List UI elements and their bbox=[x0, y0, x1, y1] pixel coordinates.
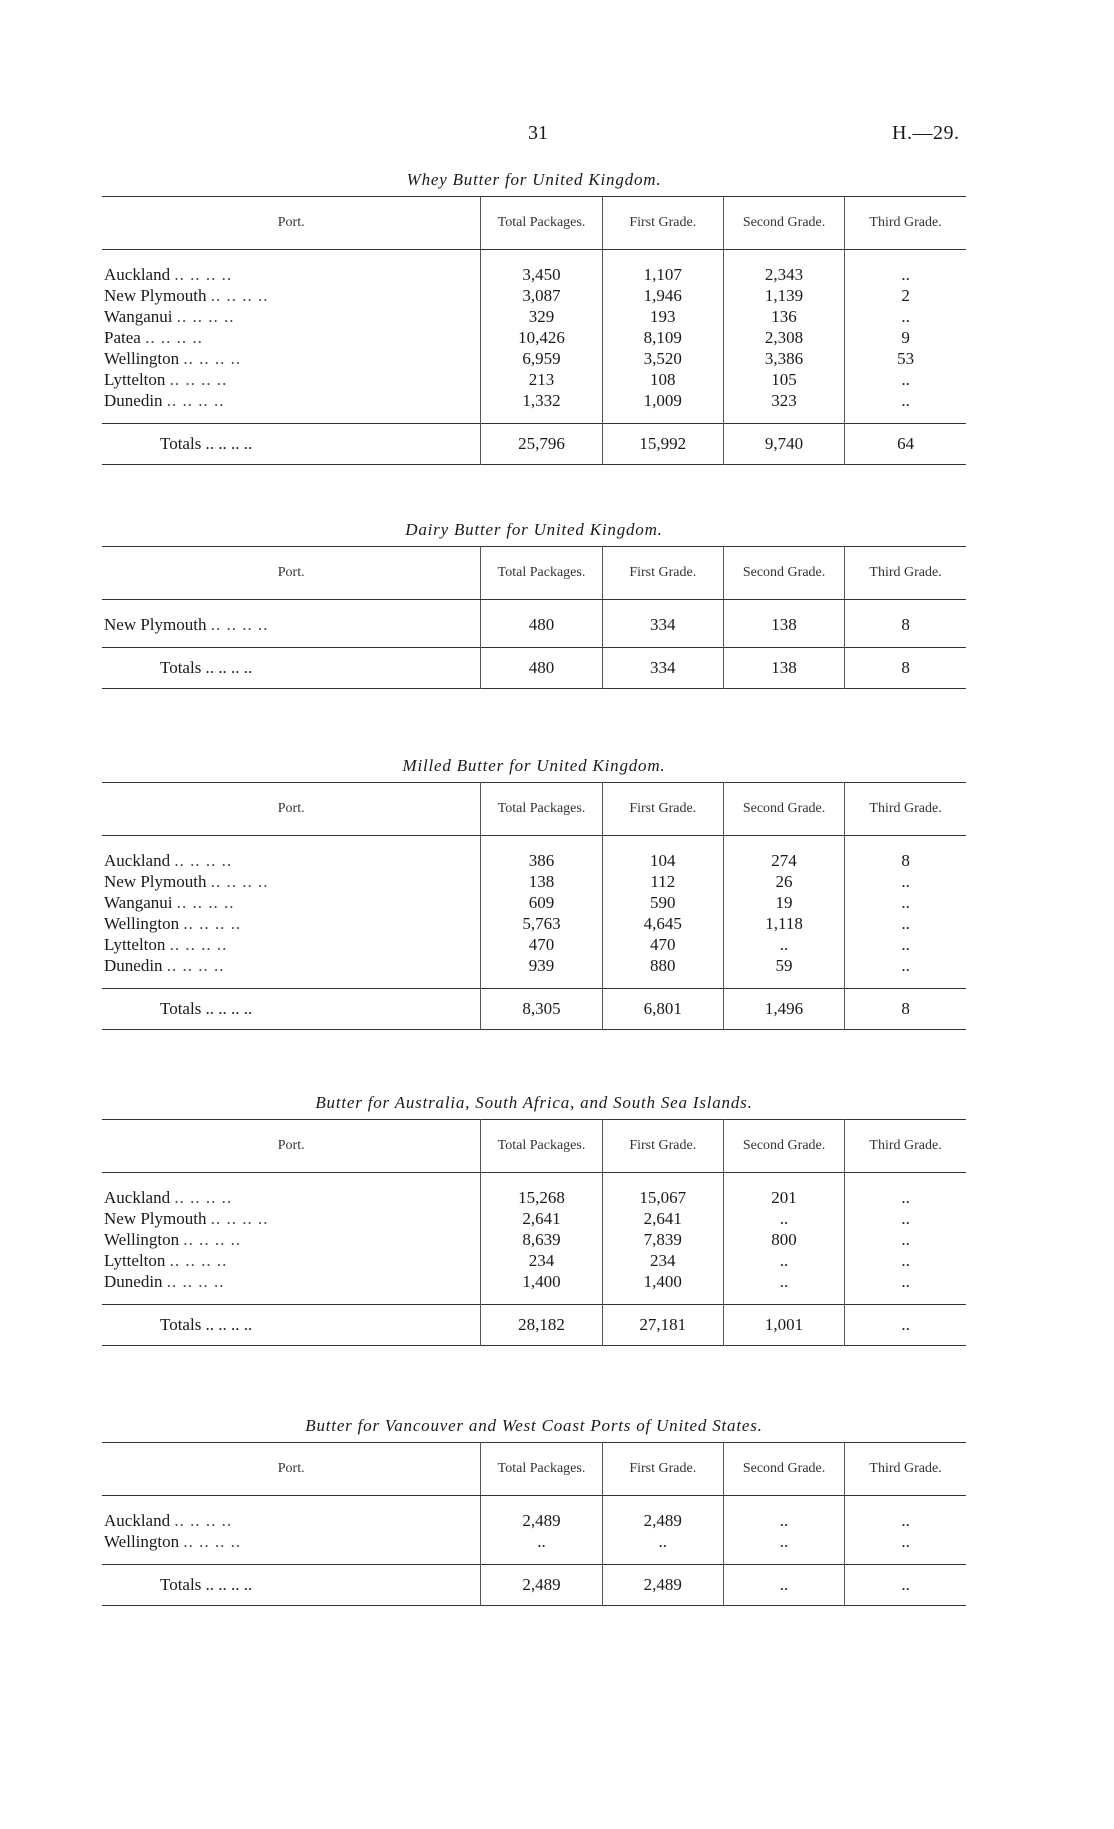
port-name: Dunedin bbox=[104, 1272, 167, 1291]
totals-label: Totals .. .. .. .. bbox=[102, 648, 481, 689]
first-cell: 1,009 bbox=[602, 390, 723, 411]
spacer-row bbox=[102, 635, 966, 648]
third-cell: 8 bbox=[845, 850, 966, 871]
third-cell: .. bbox=[845, 1271, 966, 1292]
total-cell: 138 bbox=[481, 871, 602, 892]
port-cell bbox=[102, 264, 481, 285]
header-row bbox=[102, 197, 966, 250]
port-cell bbox=[102, 614, 481, 635]
port-cell bbox=[102, 1271, 481, 1292]
port-name: New Plymouth bbox=[104, 286, 211, 305]
dot-leader: .. .. .. .. bbox=[176, 893, 235, 912]
first-cell: 15,067 bbox=[602, 1187, 723, 1208]
first-cell: .. bbox=[602, 1531, 723, 1552]
third-cell: .. bbox=[845, 934, 966, 955]
table-row bbox=[102, 850, 966, 871]
first-cell: 193 bbox=[602, 306, 723, 327]
first-cell: 4,645 bbox=[602, 913, 723, 934]
totals-total-cell: 2,489 bbox=[481, 1565, 602, 1606]
total-cell: 329 bbox=[481, 306, 602, 327]
table-caption: Whey Butter for United Kingdom. bbox=[406, 170, 662, 189]
port-cell bbox=[102, 1510, 481, 1531]
table-caption: Butter for Vancouver and West Coast Ports of United States. bbox=[305, 1416, 763, 1435]
second-grade-header: Second Grade. bbox=[723, 783, 844, 836]
butter-table bbox=[102, 196, 966, 465]
second-cell: 136 bbox=[723, 306, 844, 327]
totals-second-cell: .. bbox=[723, 1565, 844, 1606]
first-cell: 334 bbox=[602, 614, 723, 635]
second-cell: .. bbox=[723, 1208, 844, 1229]
port-name: New Plymouth bbox=[104, 1209, 211, 1228]
total-cell: 2,489 bbox=[481, 1510, 602, 1531]
first-cell: 880 bbox=[602, 955, 723, 976]
total-cell: 8,639 bbox=[481, 1229, 602, 1250]
totals-first-cell: 334 bbox=[602, 648, 723, 689]
spacer-row bbox=[102, 1292, 966, 1305]
second-grade-header: Second Grade. bbox=[723, 547, 844, 600]
butter-table bbox=[102, 1442, 966, 1606]
dot-leader: .. .. .. .. bbox=[183, 1230, 242, 1249]
port-name: New Plymouth bbox=[104, 615, 211, 634]
dot-leader: .. .. .. .. bbox=[210, 1209, 269, 1228]
dot-leader: .. .. .. .. bbox=[174, 265, 233, 284]
first-grade-header: First Grade. bbox=[602, 197, 723, 250]
table-row bbox=[102, 934, 966, 955]
third-cell: .. bbox=[845, 306, 966, 327]
third-cell: .. bbox=[845, 871, 966, 892]
second-grade-header: Second Grade. bbox=[723, 1120, 844, 1173]
first-cell: 8,109 bbox=[602, 327, 723, 348]
totals-third-cell: 8 bbox=[845, 989, 966, 1030]
port-name: Wellington bbox=[104, 349, 184, 368]
second-cell: 2,308 bbox=[723, 327, 844, 348]
port-header: Port. bbox=[102, 1443, 481, 1496]
second-cell: 274 bbox=[723, 850, 844, 871]
second-cell: 1,118 bbox=[723, 913, 844, 934]
third-cell: .. bbox=[845, 369, 966, 390]
total-cell: 10,426 bbox=[481, 327, 602, 348]
total-cell: 234 bbox=[481, 1250, 602, 1271]
port-name: Wellington bbox=[104, 1532, 184, 1551]
second-cell: .. bbox=[723, 1510, 844, 1531]
total-cell: 386 bbox=[481, 850, 602, 871]
port-name: Auckland bbox=[104, 1511, 175, 1530]
table-row bbox=[102, 1510, 966, 1531]
port-name: Dunedin bbox=[104, 956, 167, 975]
port-cell bbox=[102, 390, 481, 411]
totals-third-cell: .. bbox=[845, 1305, 966, 1346]
spacer-row bbox=[102, 1552, 966, 1565]
totals-total-cell: 28,182 bbox=[481, 1305, 602, 1346]
spacer-row bbox=[102, 836, 966, 851]
dot-leader: .. .. .. .. bbox=[166, 1272, 225, 1291]
port-header: Port. bbox=[102, 197, 481, 250]
port-cell bbox=[102, 934, 481, 955]
first-cell: 104 bbox=[602, 850, 723, 871]
header-row bbox=[102, 1443, 966, 1496]
first-cell: 1,107 bbox=[602, 264, 723, 285]
third-cell: .. bbox=[845, 955, 966, 976]
totals-label: Totals .. .. .. .. bbox=[102, 424, 481, 465]
table-row bbox=[102, 1271, 966, 1292]
total-cell: 5,763 bbox=[481, 913, 602, 934]
port-cell bbox=[102, 369, 481, 390]
third-cell: .. bbox=[845, 892, 966, 913]
third-grade-header: Third Grade. bbox=[845, 197, 966, 250]
first-cell: 470 bbox=[602, 934, 723, 955]
second-cell: .. bbox=[723, 1531, 844, 1552]
totals-total-cell: 25,796 bbox=[481, 424, 602, 465]
totals-row bbox=[102, 424, 966, 465]
table-row bbox=[102, 1531, 966, 1552]
dot-leader: .. .. .. .. bbox=[169, 370, 228, 389]
port-name: Auckland bbox=[104, 265, 175, 284]
total-packages-header: Total Packages. bbox=[481, 197, 602, 250]
second-cell: 26 bbox=[723, 871, 844, 892]
butter-table bbox=[102, 546, 966, 689]
totals-row bbox=[102, 1305, 966, 1346]
third-grade-header: Third Grade. bbox=[845, 547, 966, 600]
totals-row bbox=[102, 989, 966, 1030]
first-cell: 112 bbox=[602, 871, 723, 892]
third-cell: .. bbox=[845, 390, 966, 411]
table-caption: Dairy Butter for United Kingdom. bbox=[405, 520, 663, 539]
table-row bbox=[102, 913, 966, 934]
port-cell bbox=[102, 892, 481, 913]
header-row bbox=[102, 1120, 966, 1173]
port-cell bbox=[102, 285, 481, 306]
totals-second-cell: 1,496 bbox=[723, 989, 844, 1030]
dot-leader: .. .. .. .. bbox=[169, 1251, 228, 1270]
port-name: Auckland bbox=[104, 851, 175, 870]
second-grade-header: Second Grade. bbox=[723, 1443, 844, 1496]
port-cell bbox=[102, 348, 481, 369]
port-cell bbox=[102, 850, 481, 871]
total-cell: 609 bbox=[481, 892, 602, 913]
butter-table bbox=[102, 782, 966, 1030]
total-cell: .. bbox=[481, 1531, 602, 1552]
total-cell: 1,400 bbox=[481, 1271, 602, 1292]
port-name: Wanganui bbox=[104, 893, 177, 912]
second-cell: 138 bbox=[723, 614, 844, 635]
butter-table bbox=[102, 1119, 966, 1346]
first-cell: 2,489 bbox=[602, 1510, 723, 1531]
table-section bbox=[102, 756, 966, 1030]
table-caption: Butter for Australia, South Africa, and South Sea Islands. bbox=[315, 1093, 753, 1112]
port-cell bbox=[102, 306, 481, 327]
first-cell: 1,400 bbox=[602, 1271, 723, 1292]
first-cell: 7,839 bbox=[602, 1229, 723, 1250]
port-cell bbox=[102, 327, 481, 348]
totals-first-cell: 6,801 bbox=[602, 989, 723, 1030]
dot-leader: .. .. .. .. bbox=[166, 391, 225, 410]
second-grade-header: Second Grade. bbox=[723, 197, 844, 250]
second-cell: .. bbox=[723, 934, 844, 955]
second-cell: .. bbox=[723, 1250, 844, 1271]
total-packages-header: Total Packages. bbox=[481, 547, 602, 600]
totals-row bbox=[102, 648, 966, 689]
table-row bbox=[102, 1187, 966, 1208]
totals-third-cell: 8 bbox=[845, 648, 966, 689]
first-grade-header: First Grade. bbox=[602, 1443, 723, 1496]
totals-label: Totals .. .. .. .. bbox=[102, 1305, 481, 1346]
totals-second-cell: 9,740 bbox=[723, 424, 844, 465]
first-grade-header: First Grade. bbox=[602, 547, 723, 600]
document-reference: H.—29. bbox=[892, 122, 960, 144]
port-name: Wanganui bbox=[104, 307, 177, 326]
first-cell: 590 bbox=[602, 892, 723, 913]
total-cell: 480 bbox=[481, 614, 602, 635]
dot-leader: .. .. .. .. bbox=[174, 1188, 233, 1207]
port-name: New Plymouth bbox=[104, 872, 211, 891]
second-cell: 2,343 bbox=[723, 264, 844, 285]
third-cell: 2 bbox=[845, 285, 966, 306]
first-cell: 108 bbox=[602, 369, 723, 390]
first-grade-header: First Grade. bbox=[602, 1120, 723, 1173]
port-name: Dunedin bbox=[104, 391, 167, 410]
spacer-row bbox=[102, 411, 966, 424]
totals-row bbox=[102, 1565, 966, 1606]
port-name: Wellington bbox=[104, 1230, 184, 1249]
second-cell: 59 bbox=[723, 955, 844, 976]
total-cell: 1,332 bbox=[481, 390, 602, 411]
third-cell: .. bbox=[845, 1250, 966, 1271]
totals-first-cell: 2,489 bbox=[602, 1565, 723, 1606]
totals-second-cell: 1,001 bbox=[723, 1305, 844, 1346]
first-grade-header: First Grade. bbox=[602, 783, 723, 836]
dot-leader: .. .. .. .. bbox=[176, 307, 235, 326]
table-row bbox=[102, 285, 966, 306]
total-packages-header: Total Packages. bbox=[481, 1120, 602, 1173]
table-row bbox=[102, 892, 966, 913]
total-packages-header: Total Packages. bbox=[481, 1443, 602, 1496]
table-section bbox=[102, 170, 966, 465]
third-cell: .. bbox=[845, 1229, 966, 1250]
totals-third-cell: 64 bbox=[845, 424, 966, 465]
second-cell: 3,386 bbox=[723, 348, 844, 369]
dot-leader: .. .. .. .. bbox=[145, 328, 203, 347]
totals-label: Totals .. .. .. .. bbox=[102, 1565, 481, 1606]
third-cell: 53 bbox=[845, 348, 966, 369]
totals-first-cell: 27,181 bbox=[602, 1305, 723, 1346]
table-row bbox=[102, 390, 966, 411]
totals-second-cell: 138 bbox=[723, 648, 844, 689]
table-row bbox=[102, 1229, 966, 1250]
table-row bbox=[102, 1208, 966, 1229]
third-cell: .. bbox=[845, 1187, 966, 1208]
first-cell: 234 bbox=[602, 1250, 723, 1271]
first-cell: 1,946 bbox=[602, 285, 723, 306]
port-header: Port. bbox=[102, 783, 481, 836]
port-header: Port. bbox=[102, 547, 481, 600]
port-name: Auckland bbox=[104, 1188, 175, 1207]
third-cell: .. bbox=[845, 913, 966, 934]
total-cell: 2,641 bbox=[481, 1208, 602, 1229]
third-cell: .. bbox=[845, 1510, 966, 1531]
table-row bbox=[102, 955, 966, 976]
table-caption: Milled Butter for United Kingdom. bbox=[402, 756, 666, 775]
total-cell: 15,268 bbox=[481, 1187, 602, 1208]
totals-total-cell: 8,305 bbox=[481, 989, 602, 1030]
port-cell bbox=[102, 1229, 481, 1250]
port-cell bbox=[102, 1208, 481, 1229]
totals-total-cell: 480 bbox=[481, 648, 602, 689]
dot-leader: .. .. .. .. bbox=[183, 349, 242, 368]
dot-leader: .. .. .. .. bbox=[210, 286, 269, 305]
header-row bbox=[102, 547, 966, 600]
port-name: Patea bbox=[104, 328, 146, 347]
table-row bbox=[102, 369, 966, 390]
first-cell: 2,641 bbox=[602, 1208, 723, 1229]
dot-leader: .. .. .. .. bbox=[210, 615, 269, 634]
second-cell: 105 bbox=[723, 369, 844, 390]
third-grade-header: Third Grade. bbox=[845, 1120, 966, 1173]
dot-leader: .. .. .. .. bbox=[183, 914, 242, 933]
total-cell: 213 bbox=[481, 369, 602, 390]
header-row bbox=[102, 783, 966, 836]
port-name: Lyttelton bbox=[104, 1251, 170, 1270]
total-cell: 470 bbox=[481, 934, 602, 955]
dot-leader: .. .. .. .. bbox=[183, 1532, 242, 1551]
third-cell: .. bbox=[845, 264, 966, 285]
table-row bbox=[102, 264, 966, 285]
second-cell: 19 bbox=[723, 892, 844, 913]
port-name: Lyttelton bbox=[104, 935, 170, 954]
dot-leader: .. .. .. .. bbox=[169, 935, 228, 954]
second-cell: 800 bbox=[723, 1229, 844, 1250]
port-cell bbox=[102, 913, 481, 934]
table-row bbox=[102, 306, 966, 327]
third-grade-header: Third Grade. bbox=[845, 1443, 966, 1496]
port-header: Port. bbox=[102, 1120, 481, 1173]
dot-leader: .. .. .. .. bbox=[210, 872, 269, 891]
port-cell bbox=[102, 1250, 481, 1271]
third-cell: 8 bbox=[845, 614, 966, 635]
dot-leader: .. .. .. .. bbox=[166, 956, 225, 975]
port-name: Lyttelton bbox=[104, 370, 170, 389]
table-section bbox=[102, 1093, 966, 1346]
dot-leader: .. .. .. .. bbox=[174, 1511, 233, 1530]
second-cell: 201 bbox=[723, 1187, 844, 1208]
third-cell: .. bbox=[845, 1208, 966, 1229]
port-name: Wellington bbox=[104, 914, 184, 933]
third-cell: .. bbox=[845, 1531, 966, 1552]
port-cell bbox=[102, 955, 481, 976]
second-cell: .. bbox=[723, 1271, 844, 1292]
table-row bbox=[102, 327, 966, 348]
page-number: 31 bbox=[528, 122, 548, 144]
totals-third-cell: .. bbox=[845, 1565, 966, 1606]
first-cell: 3,520 bbox=[602, 348, 723, 369]
total-cell: 3,450 bbox=[481, 264, 602, 285]
table-row bbox=[102, 348, 966, 369]
total-packages-header: Total Packages. bbox=[481, 783, 602, 836]
totals-first-cell: 15,992 bbox=[602, 424, 723, 465]
table-section bbox=[102, 1416, 966, 1606]
spacer-row bbox=[102, 1173, 966, 1188]
second-cell: 323 bbox=[723, 390, 844, 411]
second-cell: 1,139 bbox=[723, 285, 844, 306]
spacer-row bbox=[102, 250, 966, 265]
spacer-row bbox=[102, 600, 966, 615]
totals-label: Totals .. .. .. .. bbox=[102, 989, 481, 1030]
spacer-row bbox=[102, 976, 966, 989]
table-row bbox=[102, 871, 966, 892]
port-cell bbox=[102, 871, 481, 892]
table-row bbox=[102, 614, 966, 635]
table-section bbox=[102, 520, 966, 689]
total-cell: 939 bbox=[481, 955, 602, 976]
total-cell: 6,959 bbox=[481, 348, 602, 369]
port-cell bbox=[102, 1531, 481, 1552]
port-cell bbox=[102, 1187, 481, 1208]
table-row bbox=[102, 1250, 966, 1271]
total-cell: 3,087 bbox=[481, 285, 602, 306]
spacer-row bbox=[102, 1496, 966, 1511]
third-grade-header: Third Grade. bbox=[845, 783, 966, 836]
dot-leader: .. .. .. .. bbox=[174, 851, 233, 870]
third-cell: 9 bbox=[845, 327, 966, 348]
